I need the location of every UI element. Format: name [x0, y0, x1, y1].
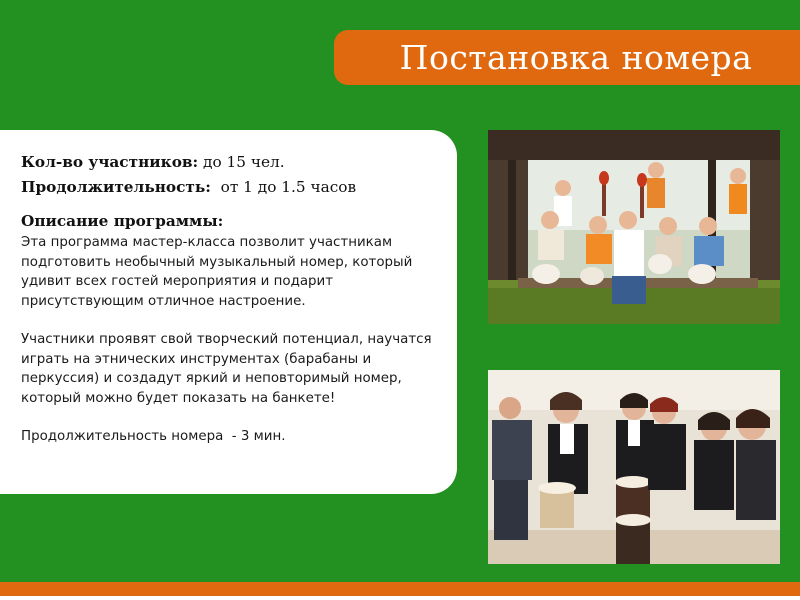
description-panel [0, 130, 457, 494]
participants-value: до 15 чел. [198, 153, 285, 171]
slide-title: Постановка номера [399, 38, 753, 77]
outdoor-drum-group-photo [488, 130, 780, 324]
bottom-divider [0, 596, 800, 600]
description-paragraph-2: Участники проявят свой творческий потенциал, научатся играть на этнических инструментах (барабаны и перкуссия) и создадут яркий и неповторимый номер, который можно будет показать на банкете! [21, 332, 432, 406]
bottom-accent-stripe [0, 582, 800, 596]
duration-row [21, 177, 451, 197]
duration-value: от 1 до 1.5 часов [210, 178, 357, 196]
indoor-djembe-drummers-photo [488, 370, 780, 564]
participants-label: Кол-во участников: [21, 153, 199, 171]
title-banner [334, 30, 800, 85]
description-paragraph-3: Продолжительность номера - 3 мин. [21, 429, 286, 444]
photo-1-illustration [488, 130, 780, 324]
photo-2-illustration [488, 370, 780, 564]
participants-row [21, 152, 451, 172]
duration-label: Продолжительность: [21, 178, 211, 196]
description-content [21, 152, 451, 447]
description-title: Описание программы: [21, 212, 224, 230]
description-paragraph-1: Эта программа мастер-класса позволит участникам подготовить необычный музыкальный номер, который удивит всех гостей мероприятия и подарит присутствующим отличное настроение. [21, 235, 413, 309]
